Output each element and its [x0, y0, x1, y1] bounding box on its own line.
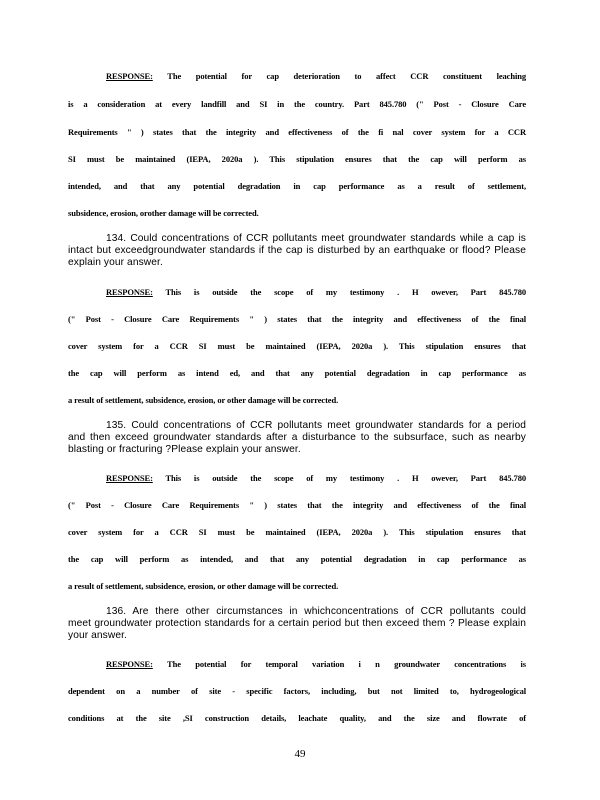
response-text: This is outside the scope of my testimony . H owever, Part 845.780 — [165, 473, 527, 483]
question-line: explain your answer. — [68, 257, 163, 268]
response-label: RESPONSE: — [106, 71, 153, 81]
response-line: (" Post - Closure Care Requirements " ) states that the integrity and effectiveness of the final — [68, 500, 526, 510]
question-line: and then exceed groundwater standards after a disturbance to the subsurface, such as nearby — [68, 432, 526, 443]
question-line: your answer. — [68, 630, 127, 641]
response-text: This is outside the scope of my testimony . H owever, Part 845.780 — [165, 287, 527, 297]
question-line: 134. Could concentrations of CCR pollutants meet groundwater standards while a cap is — [106, 233, 526, 244]
response-line: cover system for a CCR SI must be maintained (IEPA, 2020a ). This stipulation ensures that — [68, 527, 526, 537]
response-line — [68, 473, 526, 483]
response-line: SI must be maintained (IEPA, 2020a ). This stipulation ensures that the cap will perform as — [68, 154, 526, 164]
response-line — [68, 71, 526, 81]
question-line: blasting or fracturing ?Please explain your answer. — [68, 444, 301, 455]
response-label: RESPONSE: — [106, 287, 153, 297]
response-line: a result of settlement, subsidence, erosion, or other damage will be corrected. — [68, 395, 339, 405]
question-line: intact but exceedgroundwater standards if the cap is disturbed by an earthquake or flood? Please — [68, 245, 526, 256]
response-line: Requirements " ) states that the integrity and effectiveness of the fi nal cover system for a CCR — [68, 127, 526, 137]
response-line: cover system for a CCR SI must be maintained (IEPA, 2020a ). This stipulation ensures that — [68, 341, 526, 351]
response-line: a result of settlement, subsidence, erosion, or other damage will be corrected. — [68, 581, 339, 591]
response-line: conditions at the site ,SI construction details, leachate quality, and the size and flowrate of — [68, 713, 526, 723]
question-line: meet groundwater protection standards for a certain period but then exceed them ? Please explain — [68, 618, 526, 629]
response-label: RESPONSE: — [106, 473, 153, 483]
response-line: intended, and that any potential degradation in cap performance as a result of settlement, — [68, 181, 526, 191]
response-line: (" Post - Closure Care Requirements " ) states that the integrity and effectiveness of the final — [68, 314, 526, 324]
response-line: dependent on a number of site - specific factors, including, but not limited to, hydrogeological — [68, 686, 526, 696]
page-number: 49 — [294, 748, 306, 760]
response-line: the cap will perform as intended, and that any potential degradation in cap performance as — [68, 554, 526, 564]
response-label: RESPONSE: — [106, 659, 153, 669]
response-line — [68, 287, 526, 297]
response-line — [68, 659, 526, 669]
question-line: 136. Are there other circumstances in whichconcentrations of CCR pollutants could — [106, 606, 526, 617]
response-line: is a consideration at every landfill and SI in the country. Part 845.780 (" Post - Closure Care — [68, 99, 526, 109]
question-line: 135. Could concentrations of CCR pollutants meet groundwater standards for a period — [106, 420, 526, 431]
response-line: the cap will perform as intend ed, and that any potential degradation in cap performance as — [68, 368, 526, 378]
response-line: subsidence, erosion, orother damage will be corrected. — [68, 208, 259, 218]
response-text: The potential for temporal variation i n groundwater concentrations is — [167, 659, 526, 669]
response-text: The potential for cap deterioration to affect CCR constituent leaching — [167, 71, 526, 81]
